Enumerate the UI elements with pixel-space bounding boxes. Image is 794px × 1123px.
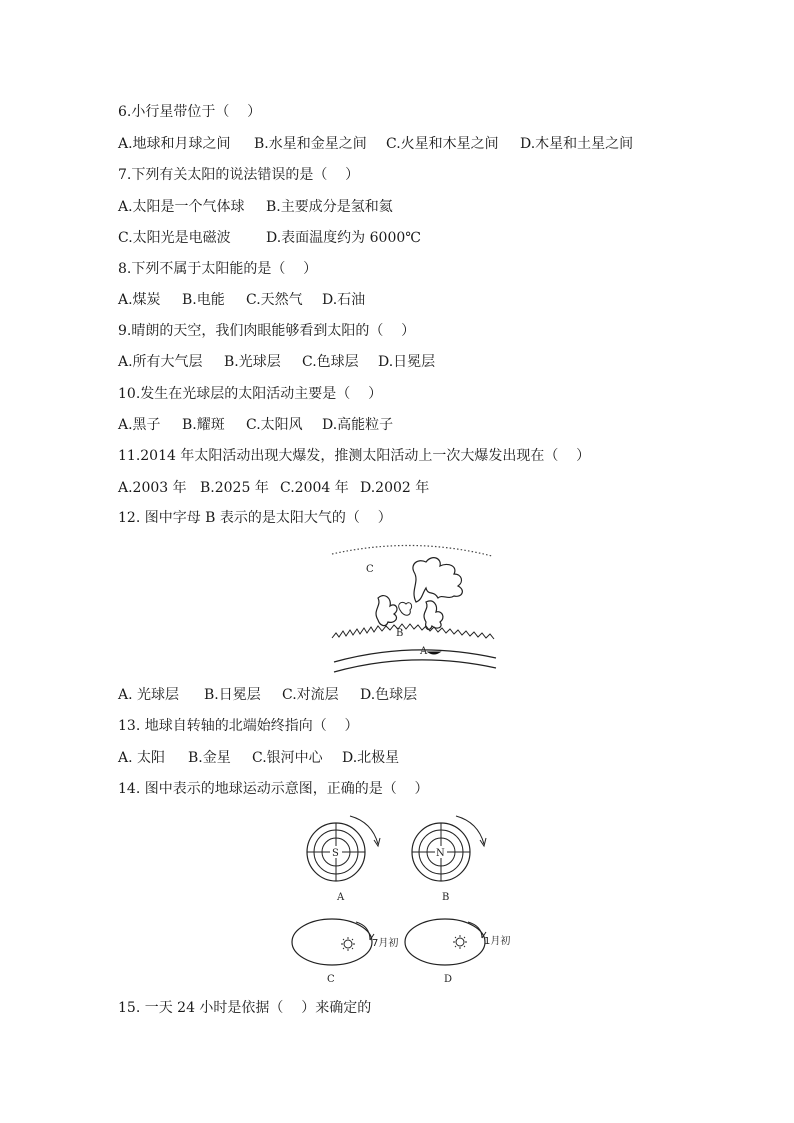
option-b: B.耀斑 — [182, 417, 225, 433]
question-7-options-row2 — [118, 229, 421, 247]
sunspot — [428, 652, 440, 654]
question-8-options — [118, 291, 365, 309]
option-c: C.色球层 — [302, 354, 359, 370]
option-c: C.对流层 — [282, 687, 339, 703]
photosphere-inner — [334, 660, 496, 672]
option-c: C.火星和木星之间 — [386, 136, 499, 152]
question-6-options — [118, 135, 633, 153]
question-10-stem: 10.发生在光球层的太阳活动主要是（ ） — [118, 386, 383, 402]
question-15-stem: 15. 一天 24 小时是依据（ ）来确定的 — [118, 1000, 372, 1016]
panel-c-date: 7月初 — [372, 938, 399, 949]
label-a: A — [420, 646, 428, 657]
solar-atmosphere-figure — [330, 540, 496, 676]
chromosphere-edge — [332, 624, 494, 639]
option-d: D.2002 年 — [360, 480, 430, 496]
question-13-stem: 13. 地球自转轴的北端始终指向（ ） — [118, 718, 359, 734]
prominence — [424, 601, 443, 630]
question-7-options — [118, 198, 393, 216]
panel-b-letter: B — [442, 892, 450, 903]
panel-b — [412, 816, 486, 903]
option-a: A.所有大气层 — [118, 354, 203, 370]
label-b: B — [396, 628, 404, 639]
panel-a-letter: A — [337, 892, 345, 903]
option-b: B.光球层 — [224, 354, 281, 370]
question-14-stem: 14. 图中表示的地球运动示意图，正确的是（ ） — [118, 781, 429, 797]
option-d: D.表面温度约为 6000℃ — [266, 230, 421, 246]
option-d: D.木星和土星之间 — [520, 136, 634, 152]
pole-label-s: S — [332, 848, 339, 859]
question-13-options — [118, 749, 399, 767]
option-a: A.2003 年 — [118, 480, 187, 496]
question-11-options — [118, 479, 429, 497]
option-b: B.日冕层 — [204, 687, 261, 703]
option-a: A. 光球层 — [118, 687, 180, 703]
option-a: A. 太阳 — [118, 750, 166, 766]
option-c: C.2004 年 — [280, 480, 349, 496]
question-12-stem: 12. 图中字母 B 表示的是太阳大气的（ ） — [118, 510, 392, 526]
option-a: A.太阳是一个气体球 — [118, 199, 245, 215]
option-b: B.2025 年 — [200, 480, 269, 496]
option-c: C.银河中心 — [252, 750, 323, 766]
option-a: A.黑子 — [118, 417, 161, 433]
question-8-stem: 8.下列不属于太阳能的是（ ） — [118, 261, 318, 277]
option-c: C.太阳光是电磁波 — [118, 230, 231, 246]
option-a: A.煤炭 — [118, 292, 161, 308]
question-7-stem: 7.下列有关太阳的说法错误的是（ ） — [118, 167, 360, 183]
option-a: A.地球和月球之间 — [118, 136, 231, 152]
question-9-options — [118, 353, 435, 371]
question-12-options — [118, 686, 417, 704]
panel-c-letter: C — [327, 974, 335, 985]
panel-c — [292, 919, 398, 985]
earth-motion-figure — [290, 810, 520, 990]
sun-icon — [456, 938, 464, 946]
corona-boundary — [332, 545, 492, 556]
pole-label-n: N — [436, 848, 445, 859]
sun-icon — [344, 940, 352, 948]
panel-d-letter: D — [444, 974, 453, 985]
label-c: C — [366, 564, 374, 575]
option-d: D.日冕层 — [378, 354, 436, 370]
option-d: D.石油 — [322, 292, 366, 308]
prominence — [413, 558, 462, 602]
option-d: D.高能粒子 — [322, 417, 394, 433]
prominence — [399, 602, 412, 615]
option-b: B.金星 — [188, 750, 231, 766]
question-9-stem: 9.晴朗的天空，我们肉眼能够看到太阳的（ ） — [118, 323, 416, 339]
option-b: B.水星和金星之间 — [254, 136, 367, 152]
panel-d-date: 1月初 — [484, 936, 511, 947]
question-11-stem: 11.2014 年太阳活动出现大爆发，推测太阳活动上一次大爆发出现在（ ） — [118, 448, 591, 464]
option-b: B.主要成分是氢和氦 — [266, 199, 393, 215]
question-6-stem: 6.小行星带位于（ ） — [118, 104, 262, 120]
option-c: C.天然气 — [246, 292, 303, 308]
option-b: B.电能 — [182, 292, 225, 308]
option-d: D.色球层 — [360, 687, 418, 703]
question-10-options — [118, 416, 393, 434]
panel-d — [405, 919, 510, 985]
panel-a — [307, 816, 380, 903]
option-c: C.太阳风 — [246, 417, 303, 433]
prominence — [376, 596, 397, 626]
option-d: D.北极星 — [342, 750, 400, 766]
